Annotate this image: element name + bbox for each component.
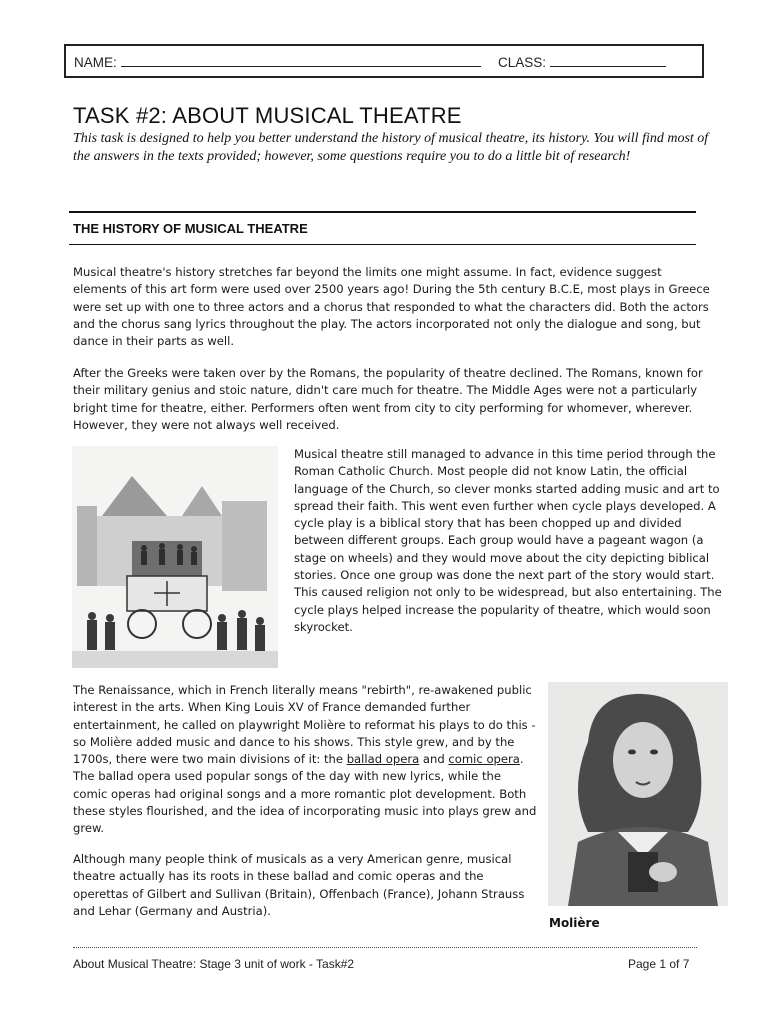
- paragraph-renaissance: [73, 682, 538, 838]
- section-rule-top: [69, 211, 696, 213]
- class-field[interactable]: [498, 55, 666, 70]
- name-blank-line[interactable]: [121, 55, 481, 67]
- footer-page-number: Page 1 of 7: [628, 957, 690, 971]
- comic-opera-link[interactable]: comic opera: [448, 752, 520, 767]
- renaissance-text-b: and: [419, 752, 449, 767]
- portrait-caption-text: Molière: [549, 916, 600, 930]
- paragraph-church-cycle-plays: Musical theatre still managed to advance in this time period through the Roman Catholic Church. Most people did not know Latin, the official language of the Church, so clever monks started adding music and art to spread their faith. This went even further when cycle plays developed. A cycle play is a biblical story that has been chopped up and divided between different groups. Each group would have a pageant wagon (a stage on wheels) and they would move about the city depicting biblical stories. Once one group was done the next part of the story would start. This caused religion not only to be widespread, but also entertaining. The cycle plays helped increase the popularity of theatre, which would soon skyrocket.: [294, 447, 722, 634]
- name-label: NAME:: [74, 55, 117, 70]
- page-title: TASK #2: ABOUT MUSICAL THEATRE: [73, 103, 462, 128]
- class-blank-line[interactable]: [550, 55, 666, 67]
- ballad-opera-link[interactable]: ballad opera: [346, 752, 420, 767]
- footer-document-title: About Musical Theatre: Stage 3 unit of work - Task#2: [73, 957, 355, 971]
- class-label: CLASS:: [498, 55, 547, 70]
- name-field[interactable]: [74, 55, 481, 70]
- renaissance-text-a: The Renaissance, which in French literally means "rebirth", re-awakened public interest in the arts. When King Louis XV of France demanded further entertainment, he called on playwright Molière to reformat his plays to do this - so Molière added music and dance to his shows. This style grew, and by the 1700s, there were two main divisions of it: the: [73, 683, 536, 767]
- intro-text: This task is designed to help you better understand the history of musical theatre, its history. You will find most of the answers in the texts provided; however, some questions require you to do a little bit of research!: [73, 131, 709, 164]
- paragraph-american-genre: Although many people think of musicals as a very American genre, musical theatre actually has its roots in these ballad and comic operas and the operettas of Gilbert and Sullivan (Britain), Offenbach (France), Johann Strauss and Lehar (Germany and Austria).: [73, 852, 525, 918]
- footer-divider: [73, 947, 697, 948]
- renaissance-text-c: . The ballad opera used popular songs of the day with new lyrics, while the comic operas had original songs and a more romantic plot development. Both these styles flourished, and the idea of incorporating music into plays grew and grew.: [73, 752, 537, 836]
- paragraph-romans-middle-ages: After the Greeks were taken over by the Romans, the popularity of theatre declined. The Romans, known for their military genius and stoic nature, didn't care much for theatre. The Middle Ages were not a particularly bright time for theatre, either. Performers often went from city to city performing for whomever, wherever. However, they were not always well received.: [73, 366, 703, 432]
- section-rule-bottom: [69, 244, 696, 245]
- moliere-portrait: [548, 682, 728, 906]
- pageant-wagon-illustration: [72, 446, 278, 668]
- section-heading: THE HISTORY OF MUSICAL THEATRE: [73, 221, 308, 236]
- student-info-box: [64, 44, 704, 78]
- paragraph-greek-origins: Musical theatre's history stretches far beyond the limits one might assume. In fact, evidence suggest elements of this art form were used over 2500 years ago! During the 5th century B.C.E, most plays in Greece were set up with one to three actors and a chorus that responded to what the characters did. Both the actors and the chorus sang lyrics throughout the play. The actors incorporated not only the dialogue and song, but dance in their parts as well.: [73, 265, 710, 349]
